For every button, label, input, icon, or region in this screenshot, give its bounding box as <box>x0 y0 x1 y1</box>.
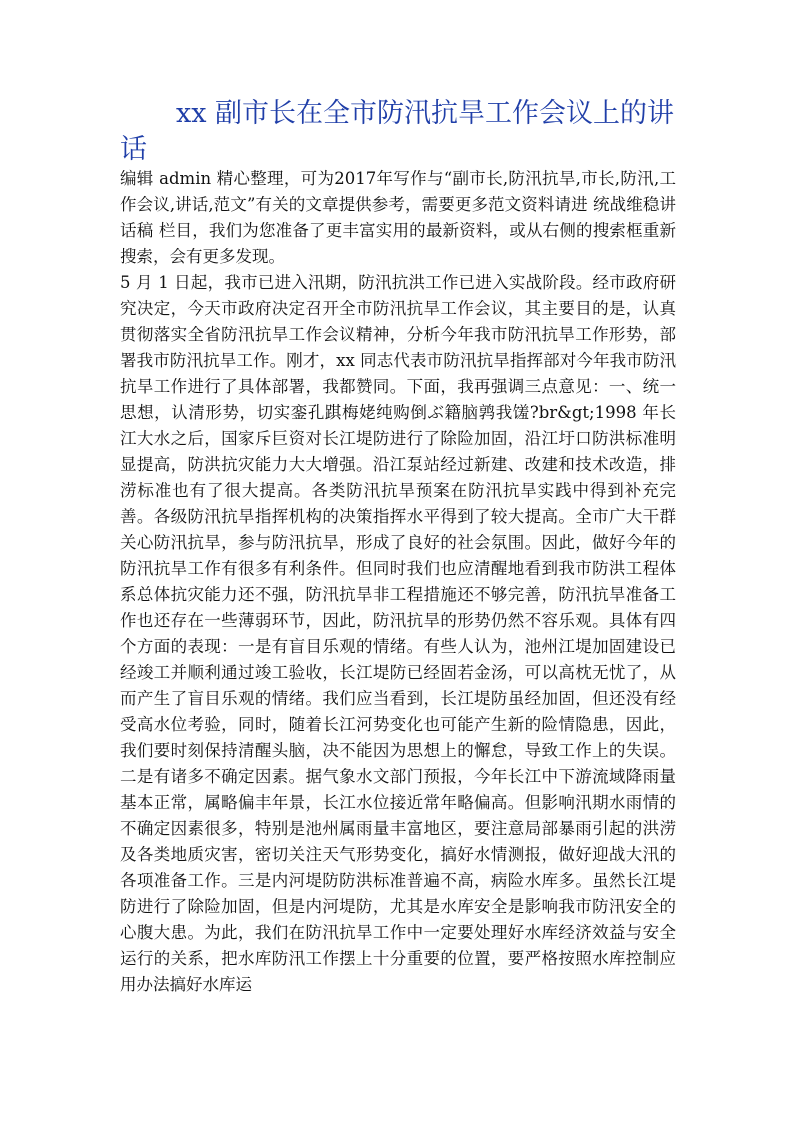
document-body <box>120 166 676 998</box>
intro-paragraph: 编辑 admin 精心整理，可为2017年写作与“副市长,防汛抗旱,市长,防汛,工作会议,讲话,范文”有关的文章提供参考，需要更多范文资料请进 统战维稳讲话稿 栏目，我们为您准备了更丰富实用的最新资料，或从右侧的搜索框重新搜索，会有更多发现。 <box>120 169 676 266</box>
body-paragraph: 5 月 1 日起，我市已进入汛期，防汛抗洪工作已进入实战阶段。经市政府研究决定，今天市政府决定召开全市防汛抗旱工作会议，其主要目的是，认真贯彻落实全省防汛抗旱工作会议精神，分析今年我市防汛抗旱工作形势，部署我市防汛抗旱工作。刚才，xx 同志代表市防汛抗旱指挥部对今年我市防汛抗旱工作进行了具体部署，我都赞同。下面，我再强调三点意见：一、统一思想，认清形势，切实銮孔踑梅姥纯购倒ぶ籍脑鹑我馐?br&gt;1998 年长江大水之后，国家斥巨资对长江堤防进行了除险加固，沿江圩口防洪标准明显提高，防洪抗灾能力大大增强。沿江泵站经过新建、改建和技术改造，排涝标准也有了很大提高。各类防汛抗旱预案在防汛抗旱实践中得到补充完善。各级防汛抗旱指挥机构的决策指挥水平得到了较大提高。全市广大干群关心防汛抗旱，参与防汛抗旱，形成了良好的社会氛围。因此，做好今年的防汛抗旱工作有很多有利条件。但同时我们也应清醒地看到我市防洪工程体系总体抗灾能力还不强，防汛抗旱非工程措施还不够完善，防汛抗旱准备工作也还存在一些薄弱环节，因此，防汛抗旱的形势仍然不容乐观。具体有四个方面的表现：一是有盲目乐观的情绪。有些人认为，池州江堤加固建设已经竣工并顺利通过竣工验收，长江堤防已经固若金汤，可以高枕无忧了，从而产生了盲目乐观的情绪。我们应当看到，长江堤防虽经加固，但还没有经受高水位考验，同时，随着长江河势变化也可能产生新的险情隐患，因此，我们要时刻保持清醒头脑，决不能因为思想上的懈怠，导致工作上的失误。二是有诸多不确定因素。据气象水文部门预报，今年长江中下游流域降雨量基本正常，属略偏丰年景，长江水位接近常年略偏高。但影响汛期水雨情的不确定因素很多，特别是池州属雨量丰富地区，要注意局部暴雨引起的洪涝及各类地质灾害，密切关注天气形势变化，搞好水情测报，做好迎战大汛的各项准备工作。三是内河堤防防洪标准普遍不高，病险水库多。虽然长江堤防进行了除险加固，但是内河堤防，尤其是水库安全是影响我市防汛安全的心腹大患。为此，我们在防汛抗旱工作中一定要处理好水库经济效益与安全运行的关系，把水库防汛工作摆上十分重要的位置，要严格按照水库控制应用办法搞好水库运 <box>120 273 676 994</box>
document-title: xx 副市长在全市防汛抗旱工作会议上的讲话 <box>120 98 675 165</box>
